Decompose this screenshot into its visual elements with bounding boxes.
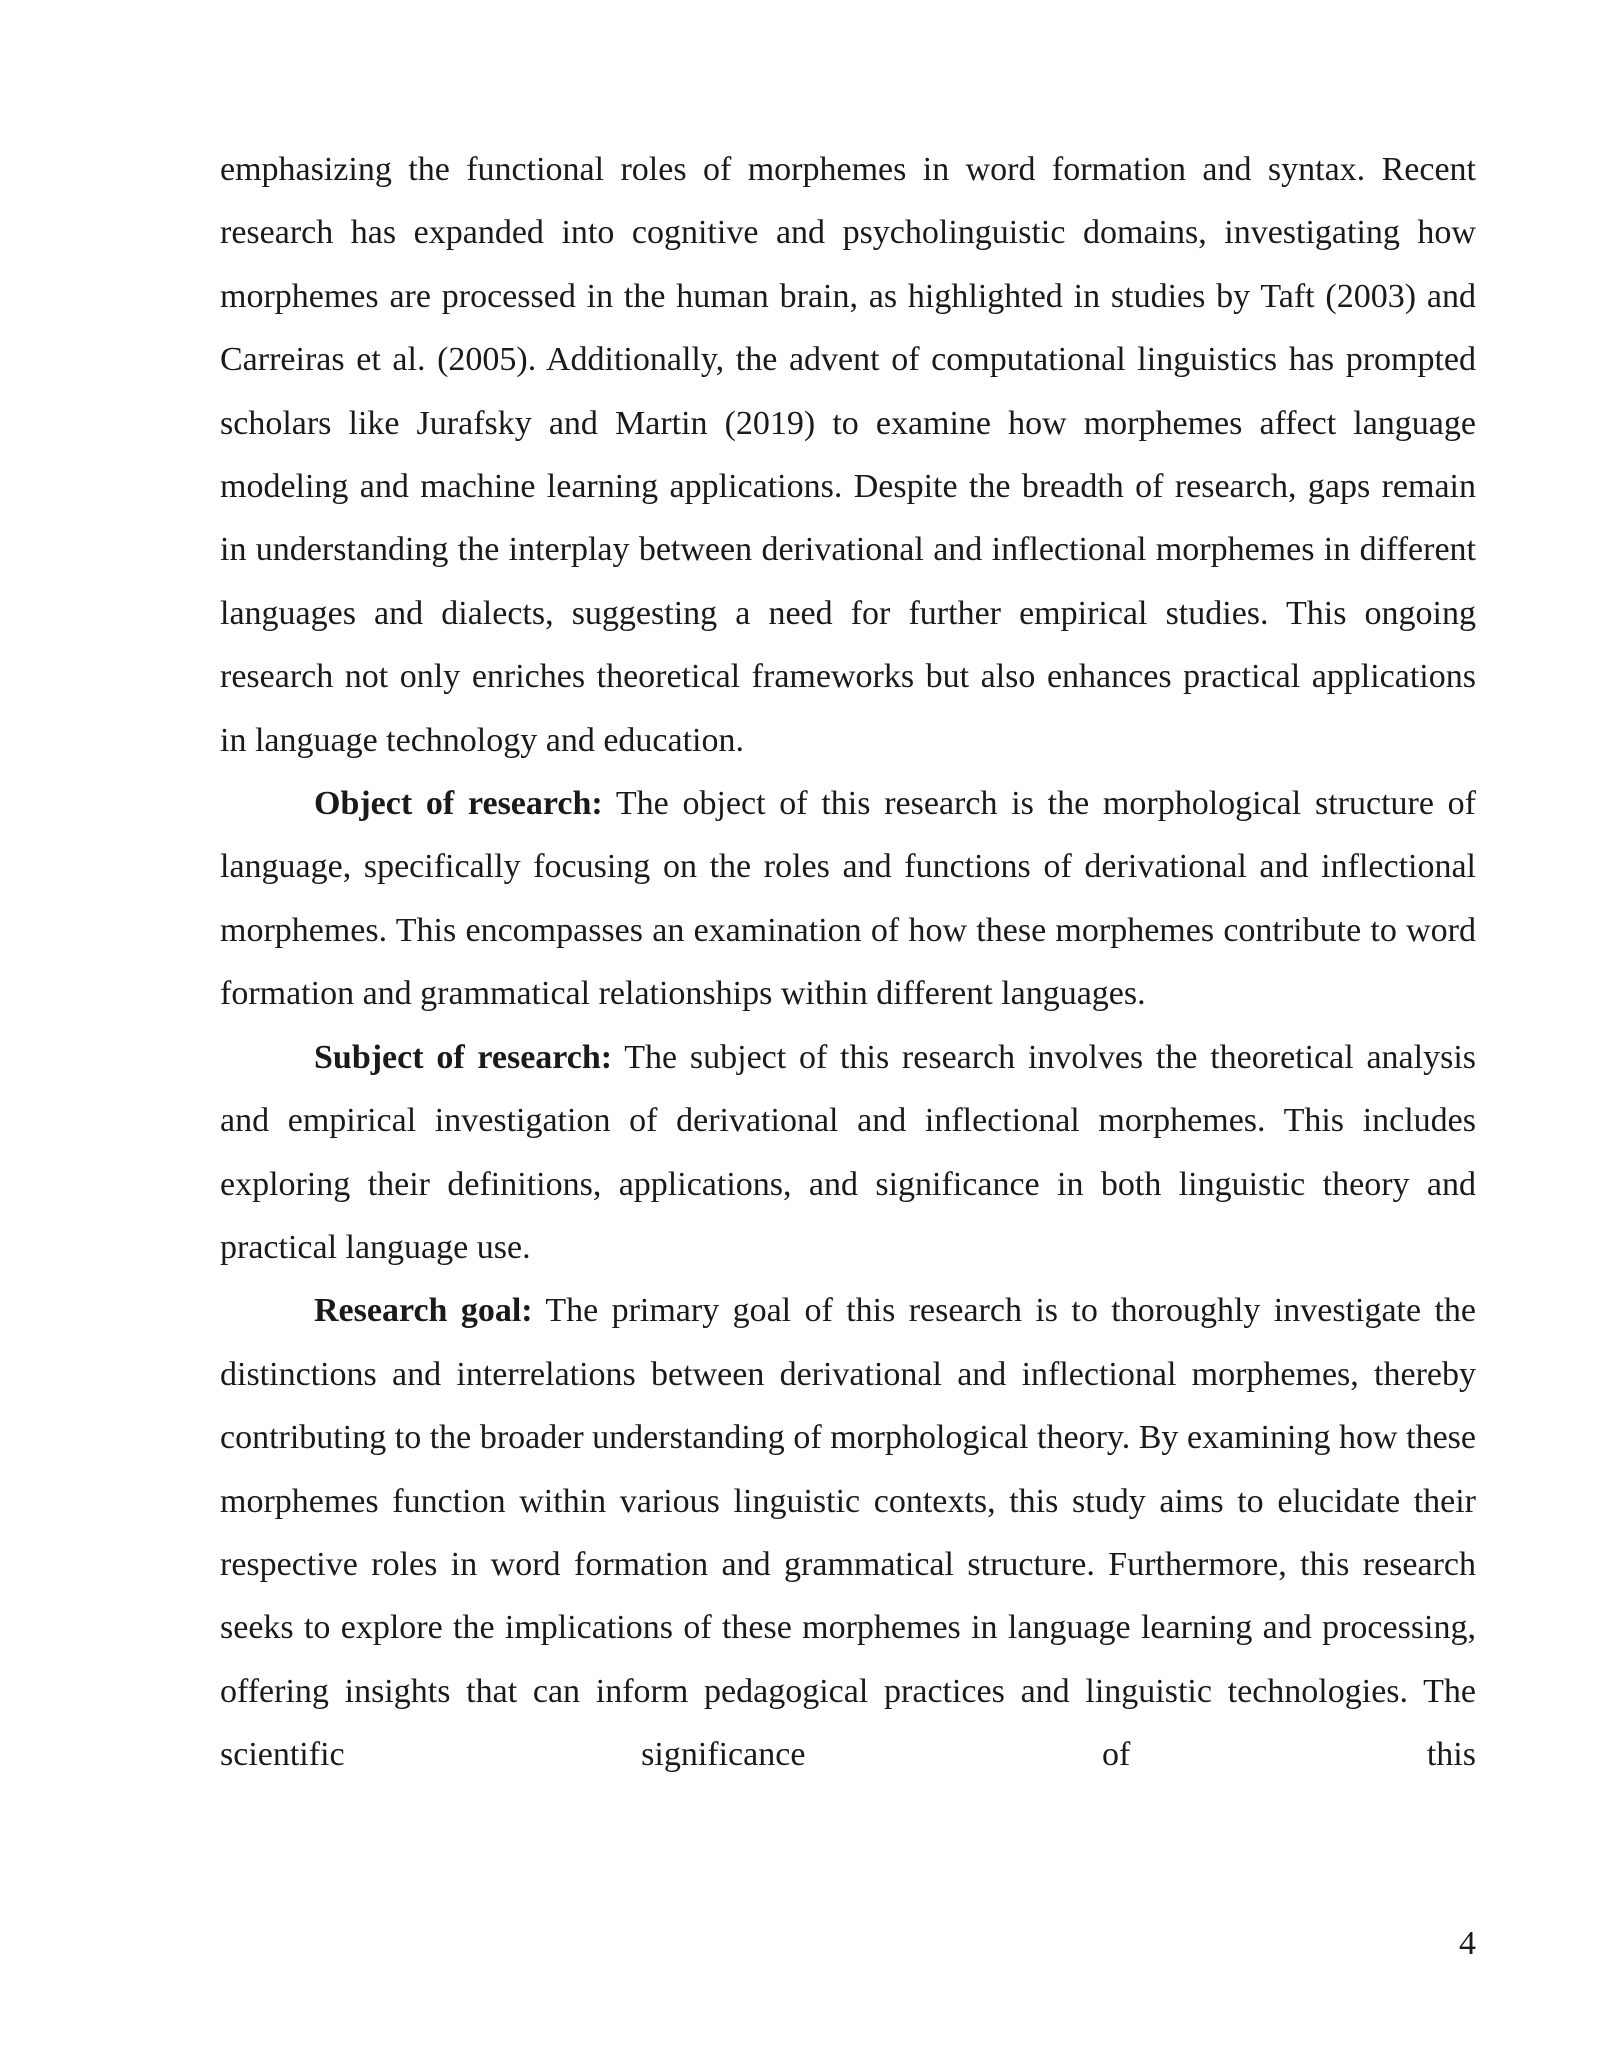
page-number: 4: [1459, 1925, 1476, 1962]
paragraph-continuation: [220, 138, 1476, 772]
paragraph-text: The object of this research is the morphological structure of language, specifically focusing on the roles and functions of derivational and inflectional morphemes. This encompasses an examination of how these morphemes contribute to word formation and grammatical relationships within different languages.: [220, 785, 1476, 1013]
paragraph-text: The subject of this research involves the theoretical analysis and empirical investigation of derivational and inflectional morphemes. This includes exploring their definitions, applications, and significance in both linguistic theory and practical language use.: [220, 1038, 1476, 1266]
body-text: [220, 138, 1476, 1787]
paragraph-object-of-research: [220, 772, 1476, 1026]
paragraph-label: Subject of research:: [314, 1038, 613, 1076]
paragraph-text: The primary goal of this research is to thoroughly investigate the distinctions and interrelations between derivational and inflectional morphemes, thereby contributing to the broader understanding of morphological theory. By examining how these morphemes function within various linguistic contexts, this study aims to elucidate their respective roles in word formation and grammatical structure. Furthermore, this research seeks to explore the implications of these morphemes in language learning and processing, offering insights that can inform pedagogical practices and linguistic technologies. The scientific significance of this: [220, 1292, 1476, 1774]
paragraph-research-goal: [220, 1279, 1476, 1786]
paragraph-label: Research goal:: [314, 1292, 533, 1330]
paragraph-label: Object of research:: [314, 785, 603, 823]
paragraph-subject-of-research: [220, 1026, 1476, 1280]
paragraph-text: emphasizing the functional roles of morphemes in word formation and syntax. Recent research has expanded into cognitive and psycholinguistic domains, investigating how morphemes are processed in the human brain, as highlighted in studies by Taft (2003) and Carreiras et al. (2005). Additionally, the advent of computational linguistics has prompted scholars like Jurafsky and Martin (2019) to examine how morphemes affect language modeling and machine learning applications. Despite the breadth of research, gaps remain in understanding the interplay between derivational and inflectional morphemes in different languages and dialects, suggesting a need for further empirical studies. This ongoing research not only enriches theoretical frameworks but also enhances practical applications in language technology and education.: [220, 151, 1476, 759]
